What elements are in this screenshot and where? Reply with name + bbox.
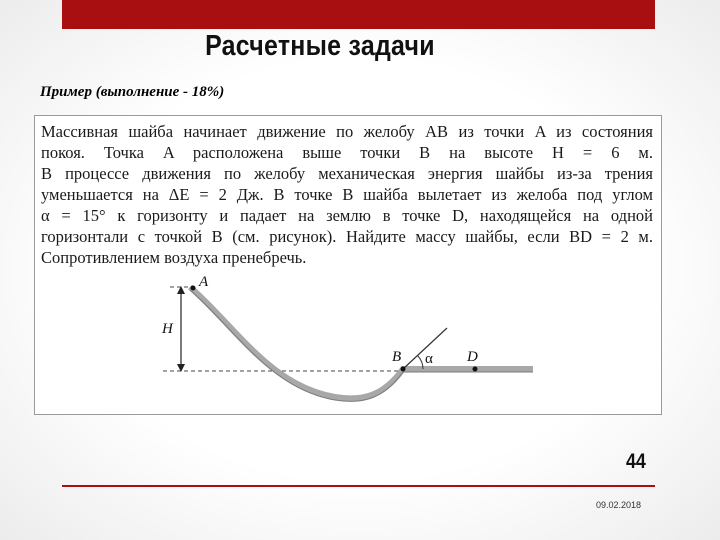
- bottom-accent-rule: [62, 485, 655, 487]
- problem-line: Сопротивлением воздуха пренебречь.: [41, 248, 307, 267]
- point-d-dot: [473, 367, 478, 372]
- top-accent-bar: [62, 0, 655, 29]
- problem-line: горизонтали с точкой B (см. рисунок). Найдите массу шайбы, если BD = 2 м.: [41, 227, 653, 246]
- label-d: D: [467, 349, 478, 365]
- point-b-dot: [401, 367, 406, 372]
- label-h: H: [162, 321, 173, 337]
- chute-curve: [190, 287, 533, 398]
- label-a: A: [199, 274, 209, 290]
- label-alpha: α: [425, 351, 433, 367]
- chute-curve-edge: [190, 290, 533, 401]
- problem-box: [34, 115, 662, 415]
- example-subtitle: Пример (выполнение - 18%): [40, 84, 225, 100]
- slide-number: 44: [626, 450, 646, 473]
- problem-line: α = 15° к горизонту и падает на землю в точке D, находящейся на одной: [41, 206, 653, 225]
- problem-line: В процессе движения по желобу механическая энергия шайбы из-за трения: [41, 164, 653, 183]
- problem-line: уменьшается на ΔE = 2 Дж. В точке B шайба вылетает из желоба под углом: [41, 185, 653, 204]
- slide-date: 09.02.2018: [596, 500, 642, 510]
- problem-line: Массивная шайба начинает движение по желобу AB из точки A из состояния: [41, 122, 653, 141]
- slide-title: Расчетные задачи: [205, 30, 435, 62]
- point-a-dot: [191, 286, 196, 291]
- problem-line: покоя. Точка A расположена выше точки B на высоте H = 6 м.: [41, 143, 653, 162]
- label-b: B: [392, 349, 402, 365]
- chute-diagram: [35, 116, 661, 414]
